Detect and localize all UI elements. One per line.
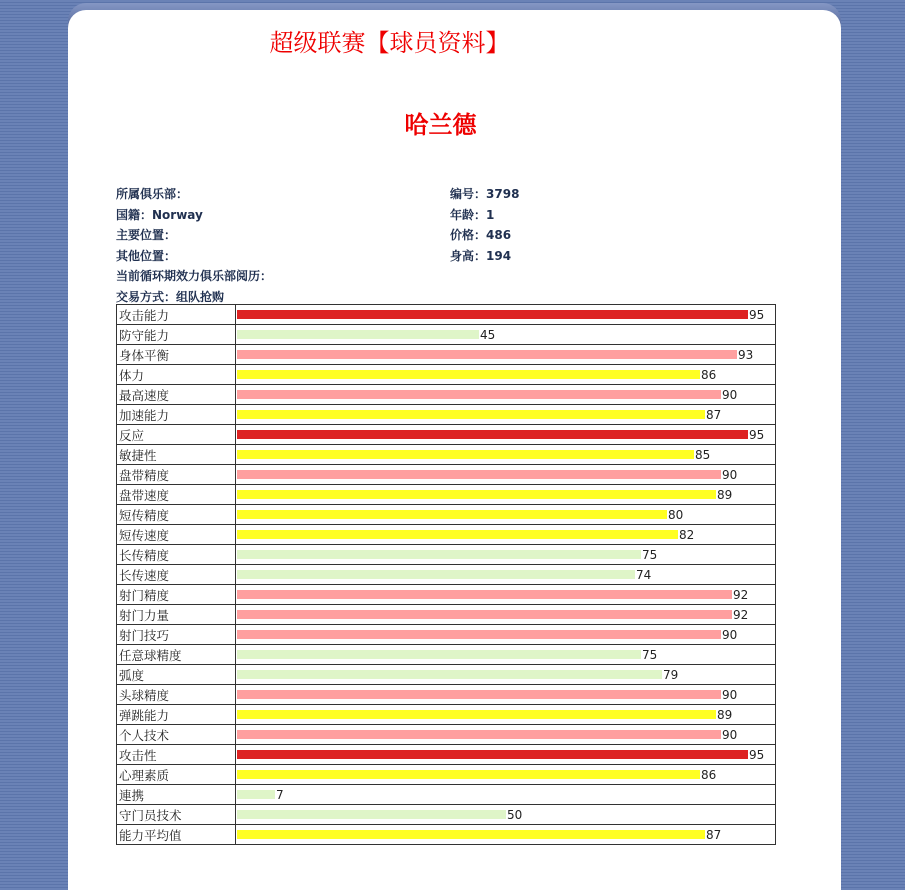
- stat-row: [117, 505, 776, 525]
- stat-row: [117, 325, 776, 345]
- stat-bar-cell: [236, 745, 776, 765]
- stat-label: 短传速度: [117, 525, 236, 545]
- stat-value: 80: [668, 507, 684, 522]
- stat-bar-wrap: [236, 545, 775, 564]
- nationality-info: [116, 205, 450, 226]
- stat-label: 盘带速度: [117, 485, 236, 505]
- stat-value: 93: [738, 347, 754, 362]
- number-value: 3798: [486, 187, 520, 201]
- stat-bar: [237, 330, 479, 339]
- stat-bar-wrap: [236, 805, 775, 824]
- stat-bar-wrap: [236, 525, 775, 544]
- stat-row: [117, 745, 776, 765]
- nationality-value: Norway: [152, 207, 203, 222]
- stat-bar-wrap: [236, 505, 775, 524]
- stat-bar: [237, 570, 635, 579]
- stat-row: [117, 305, 776, 325]
- stat-value: 79: [663, 667, 679, 682]
- stat-bar-wrap: [236, 305, 775, 324]
- stat-bar-wrap: [236, 405, 775, 424]
- stat-value: 90: [722, 467, 738, 482]
- stat-row: [117, 625, 776, 645]
- stat-bar-cell: [236, 445, 776, 465]
- stat-value: 90: [722, 627, 738, 642]
- stat-bar: [237, 650, 641, 659]
- stat-row: [117, 485, 776, 505]
- other-position-info: [116, 246, 450, 267]
- stat-bar: [237, 490, 716, 499]
- stat-row: [117, 605, 776, 625]
- stat-value: 85: [695, 447, 711, 462]
- stat-row: [117, 825, 776, 845]
- stat-bar-wrap: [236, 425, 775, 444]
- stat-row: [117, 645, 776, 665]
- stat-bar: [237, 710, 716, 719]
- stat-value: 87: [706, 407, 722, 422]
- stat-bar-cell: [236, 305, 776, 325]
- stat-bar-wrap: [236, 605, 775, 624]
- stat-value: 92: [733, 607, 749, 622]
- stat-row: [117, 805, 776, 825]
- stat-bar-cell: [236, 405, 776, 425]
- stat-bar-wrap: [236, 665, 775, 684]
- stat-bar: [237, 510, 667, 519]
- number-label: 编号：: [450, 187, 487, 201]
- stat-bar-cell: [236, 385, 776, 405]
- stat-row: [117, 725, 776, 745]
- stat-bar: [237, 350, 737, 359]
- stat-bar: [237, 830, 705, 839]
- stat-value: 74: [636, 567, 652, 582]
- stat-label: 体力: [117, 365, 236, 385]
- player-info: [116, 184, 776, 308]
- stat-value: 95: [749, 307, 765, 322]
- stat-row: [117, 705, 776, 725]
- height-label: 身高：: [450, 248, 487, 263]
- stat-bar-cell: [236, 505, 776, 525]
- stat-value: 90: [722, 687, 738, 702]
- history-label: 当前循环期效力俱乐部阅历：: [116, 269, 273, 284]
- stat-bar-wrap: [236, 685, 775, 704]
- stat-label: 防守能力: [117, 325, 236, 345]
- stat-label: 弧度: [117, 665, 236, 685]
- stat-bar: [237, 630, 721, 639]
- stat-row: [117, 345, 776, 365]
- stat-bar-cell: [236, 805, 776, 825]
- stat-bar: [237, 690, 721, 699]
- stat-bar: [237, 770, 700, 779]
- stat-bar: [237, 410, 705, 419]
- stat-bar-cell: [236, 585, 776, 605]
- stat-bar: [237, 610, 732, 619]
- stat-bar-cell: [236, 525, 776, 545]
- club-label: 所属俱乐部：: [116, 187, 189, 201]
- stat-label: 长传精度: [117, 545, 236, 565]
- stats-table: [116, 304, 776, 845]
- stat-bar: [237, 470, 721, 479]
- stat-row: [117, 405, 776, 425]
- stat-bar: [237, 530, 678, 539]
- stat-bar-wrap: [236, 585, 775, 604]
- stat-label: 个人技术: [117, 725, 236, 745]
- stat-bar-cell: [236, 545, 776, 565]
- other-position-label: 其他位置：: [116, 248, 177, 263]
- stat-label: 盘带精度: [117, 465, 236, 485]
- stat-bar-wrap: [236, 485, 775, 504]
- stat-row: [117, 425, 776, 445]
- stat-label: 反应: [117, 425, 236, 445]
- trade-label: 交易方式：: [116, 289, 177, 304]
- stat-bar: [237, 310, 748, 319]
- site-title: 超级联赛【球员资料】: [269, 29, 510, 57]
- stat-bar-cell: [236, 765, 776, 785]
- stat-bar-cell: [236, 645, 776, 665]
- stat-row: [117, 545, 776, 565]
- stat-value: 75: [642, 647, 658, 662]
- stat-bar: [237, 730, 721, 739]
- stat-bar-cell: [236, 625, 776, 645]
- stat-bar-cell: [236, 425, 776, 445]
- stat-value: 89: [717, 487, 733, 502]
- stat-row: [117, 445, 776, 465]
- stat-label: 身体平衡: [117, 345, 236, 365]
- info-row-other-height: [116, 246, 776, 267]
- stat-label: 长传速度: [117, 565, 236, 585]
- stat-label: 短传精度: [117, 505, 236, 525]
- stat-bar-wrap: [236, 765, 775, 784]
- stat-label: 加速能力: [117, 405, 236, 425]
- stat-bar-wrap: [236, 385, 775, 404]
- stat-label: 連携: [117, 785, 236, 805]
- stat-bar-wrap: [236, 785, 775, 804]
- stat-value: 95: [749, 427, 765, 442]
- stat-bar-wrap: [236, 825, 775, 844]
- stat-bar: [237, 430, 748, 439]
- age-label: 年龄：: [450, 207, 487, 222]
- stat-label: 任意球精度: [117, 645, 236, 665]
- main-position-info: [116, 225, 450, 246]
- stat-bar-cell: [236, 665, 776, 685]
- height-info: [450, 246, 776, 267]
- stat-row: [117, 385, 776, 405]
- stat-bar-cell: [236, 825, 776, 845]
- info-row-position-price: [116, 225, 776, 246]
- stat-label: 最高速度: [117, 385, 236, 405]
- stat-value: 90: [722, 727, 738, 742]
- stat-label: 射门精度: [117, 585, 236, 605]
- stat-value: 90: [722, 387, 738, 402]
- stat-value: 87: [706, 827, 722, 842]
- stat-row: [117, 525, 776, 545]
- age-value: 1: [486, 207, 495, 222]
- stat-value: 95: [749, 747, 765, 762]
- stat-bar-cell: [236, 785, 776, 805]
- stat-bar-wrap: [236, 625, 775, 644]
- stat-value: 86: [701, 367, 717, 382]
- stat-bar-cell: [236, 465, 776, 485]
- stat-bar: [237, 390, 721, 399]
- stat-value: 86: [701, 767, 717, 782]
- stat-value: 50: [507, 807, 523, 822]
- stat-row: [117, 765, 776, 785]
- player-name: 哈兰德: [404, 111, 477, 139]
- stat-bar-wrap: [236, 565, 775, 584]
- stat-value: 45: [480, 327, 496, 342]
- info-row-club-number: [116, 184, 776, 205]
- price-label: 价格：: [450, 228, 487, 243]
- stat-bar: [237, 590, 732, 599]
- info-row-history: [116, 266, 776, 287]
- stat-row: [117, 565, 776, 585]
- trade-value: 组队抢购: [176, 289, 225, 304]
- stat-bar-cell: [236, 605, 776, 625]
- age-info: [450, 205, 776, 226]
- stat-label: 射门技巧: [117, 625, 236, 645]
- stat-label: 射门力量: [117, 605, 236, 625]
- stat-bar-cell: [236, 685, 776, 705]
- stat-bar: [237, 370, 700, 379]
- stat-bar: [237, 670, 662, 679]
- stat-label: 能力平均值: [117, 825, 236, 845]
- height-value: 194: [486, 248, 512, 263]
- stat-row: [117, 685, 776, 705]
- stat-row: [117, 785, 776, 805]
- stat-bar-wrap: [236, 465, 775, 484]
- stat-row: [117, 365, 776, 385]
- stat-bar-cell: [236, 485, 776, 505]
- stat-bar-wrap: [236, 745, 775, 764]
- stat-bar-wrap: [236, 345, 775, 364]
- stat-row: [117, 665, 776, 685]
- stat-bar-wrap: [236, 645, 775, 664]
- price-value: 486: [486, 228, 512, 243]
- stat-label: 头球精度: [117, 685, 236, 705]
- number-info: [450, 184, 776, 205]
- main-position-label: 主要位置：: [116, 228, 177, 243]
- stat-bar: [237, 790, 275, 799]
- stat-bar-wrap: [236, 365, 775, 384]
- stat-value: 82: [679, 527, 695, 542]
- stat-label: 弹跳能力: [117, 705, 236, 725]
- price-info: [450, 225, 776, 246]
- club-info: [116, 184, 450, 205]
- stat-value: 75: [642, 547, 658, 562]
- stat-bar: [237, 450, 694, 459]
- stat-row: [117, 585, 776, 605]
- stat-bar-wrap: [236, 325, 775, 344]
- stat-bar-cell: [236, 725, 776, 745]
- stat-value: 7: [276, 787, 284, 802]
- stat-label: 敏捷性: [117, 445, 236, 465]
- stat-bar: [237, 750, 748, 759]
- stat-value: 92: [733, 587, 749, 602]
- stat-bar-wrap: [236, 725, 775, 744]
- stat-bar: [237, 810, 506, 819]
- stat-bar-wrap: [236, 445, 775, 464]
- stat-bar-wrap: [236, 705, 775, 724]
- stat-bar-cell: [236, 705, 776, 725]
- stat-bar-cell: [236, 325, 776, 345]
- stat-label: 攻击性: [117, 745, 236, 765]
- stat-bar-cell: [236, 365, 776, 385]
- stat-label: 心理素质: [117, 765, 236, 785]
- stat-row: [117, 465, 776, 485]
- stat-label: 攻击能力: [117, 305, 236, 325]
- stat-bar-cell: [236, 345, 776, 365]
- info-row-nationality-age: [116, 205, 776, 226]
- stat-value: 89: [717, 707, 733, 722]
- nationality-label: 国籍：: [116, 207, 153, 222]
- stat-bar: [237, 550, 641, 559]
- stat-label: 守门员技术: [117, 805, 236, 825]
- stat-bar-cell: [236, 565, 776, 585]
